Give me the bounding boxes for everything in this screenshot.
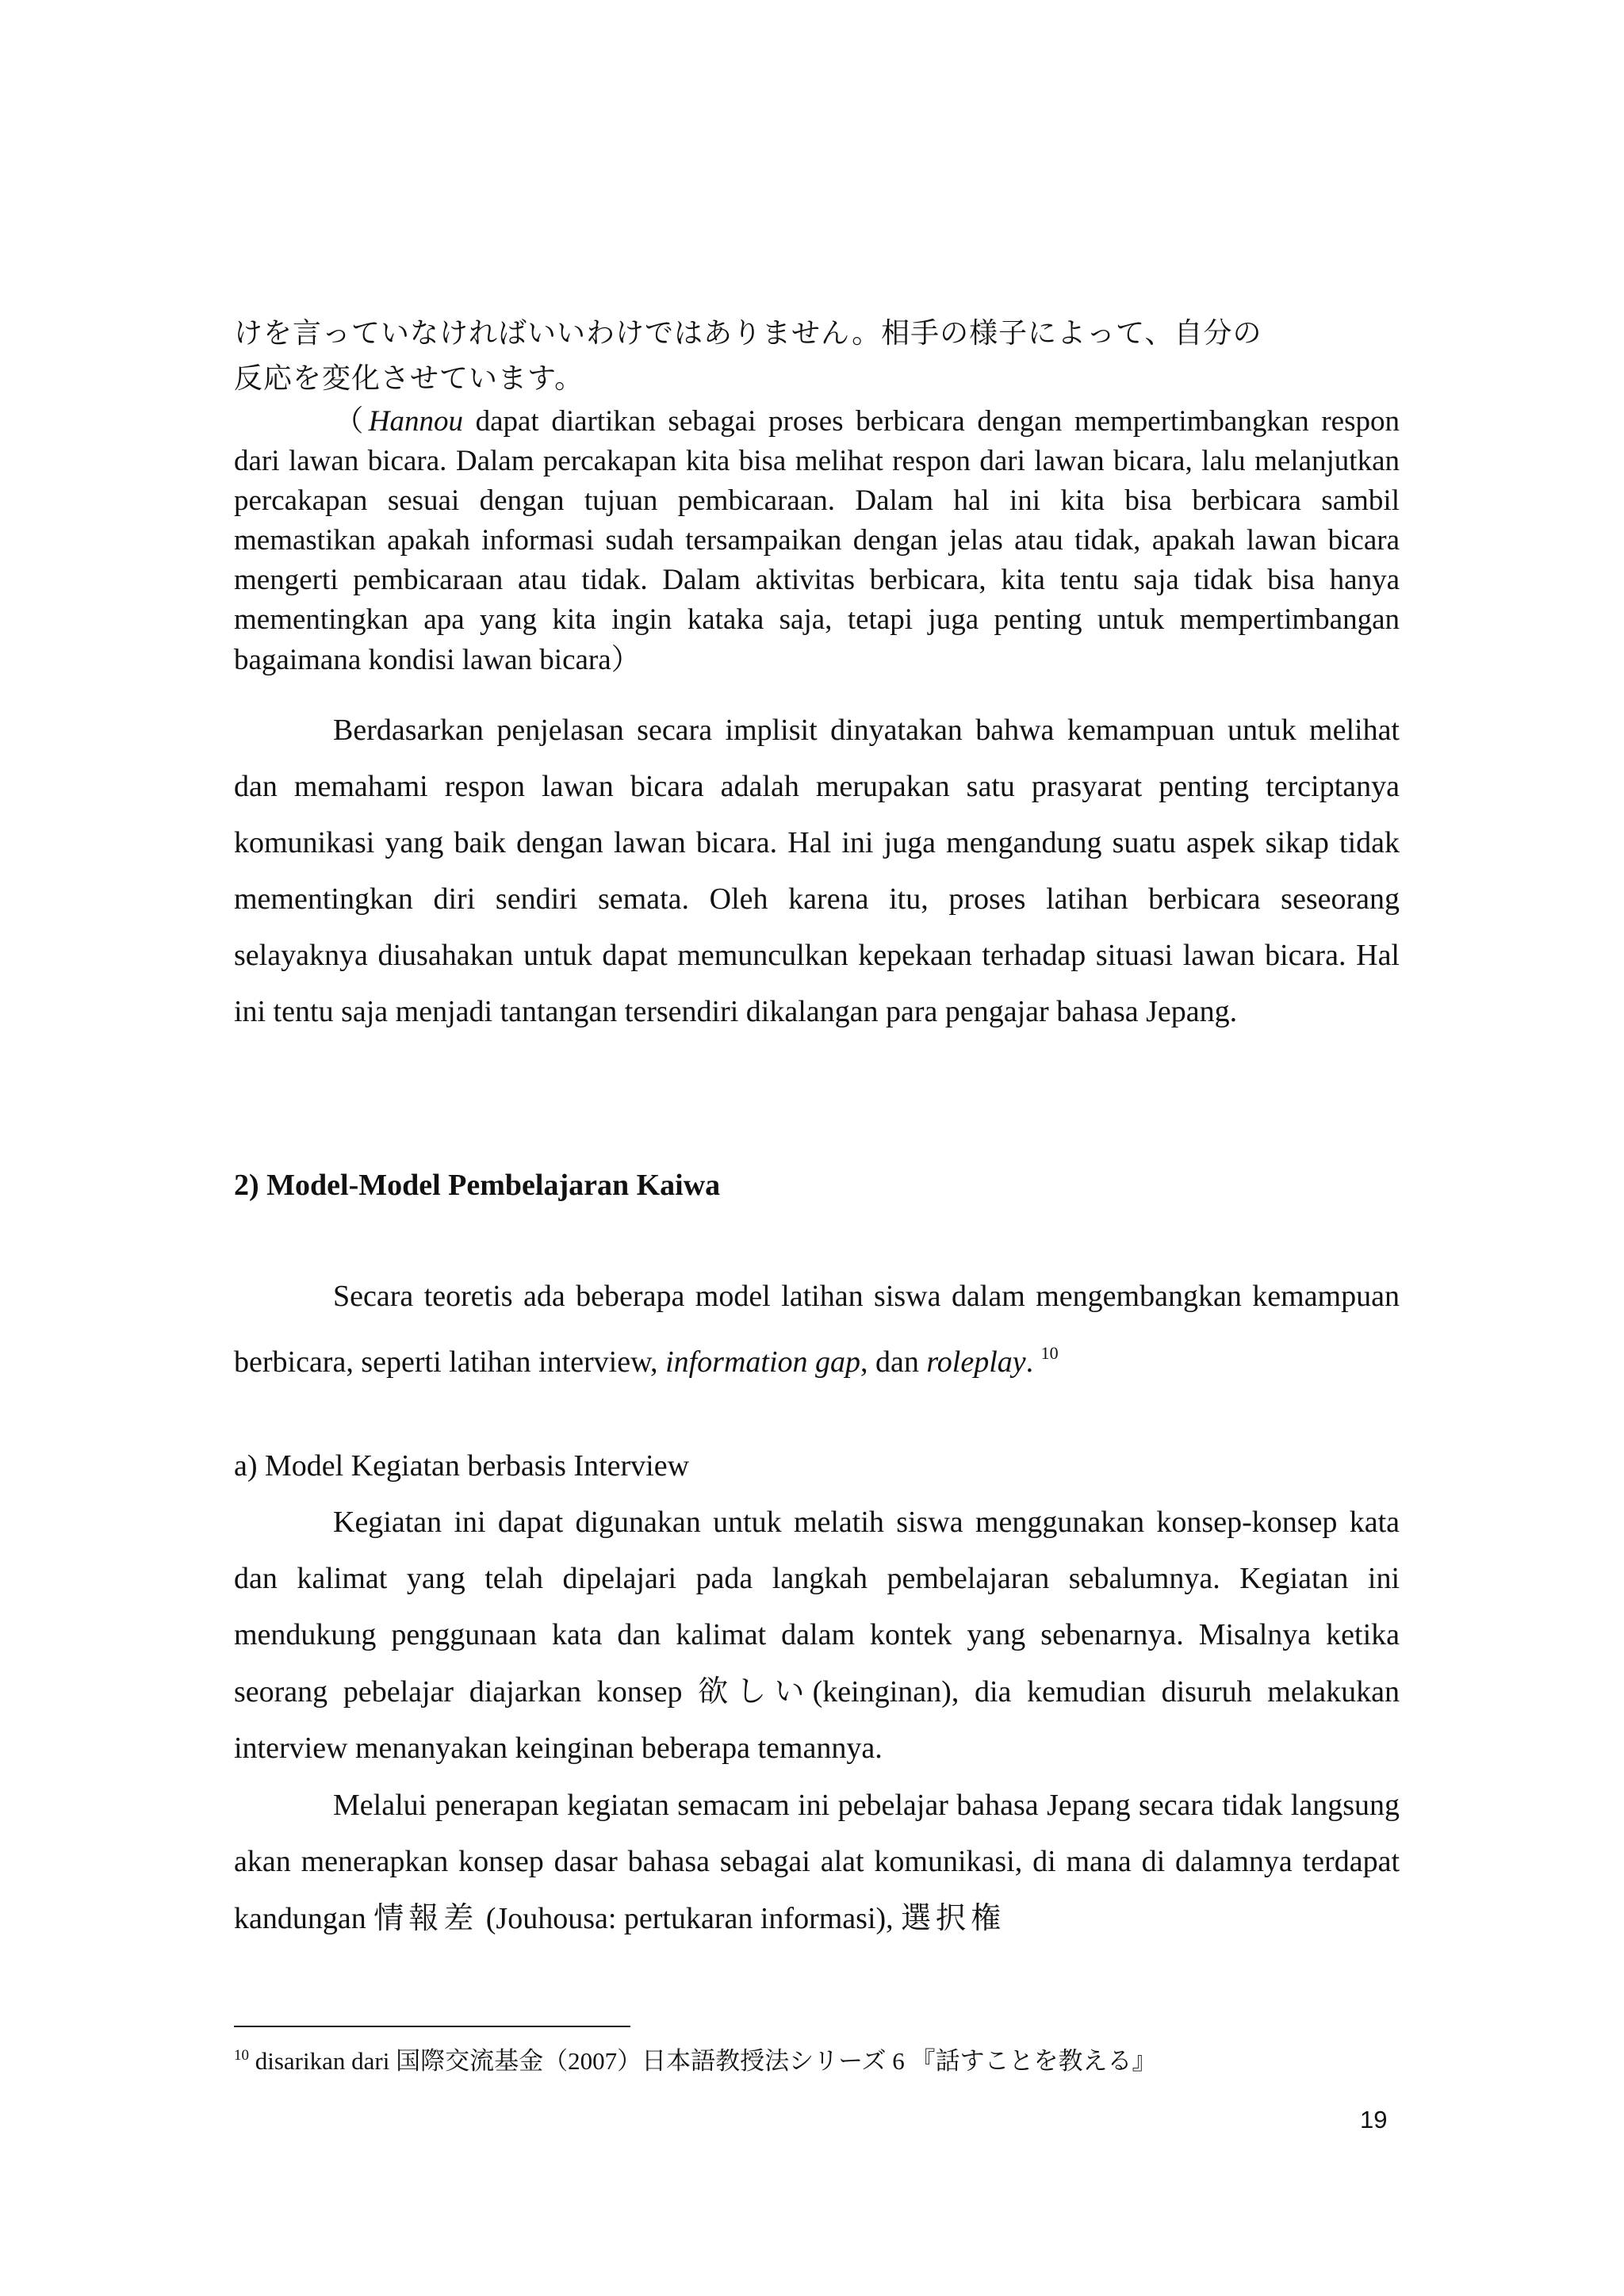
japanese-quote-continuation	[234, 311, 1400, 401]
japanese-line-1: けを言っていなければいいわけではありません。相手の様子によって、自分の	[234, 317, 1262, 350]
paragraph-3-text-b: (keinginan), dia kemudian disuruh melakukan interview menanyakan keinginan beberapa temannya.	[234, 1675, 1400, 1765]
paragraph-4-jp-term-2: 選択権	[901, 1900, 1006, 1935]
paragraph-2-text-c: .	[1025, 1345, 1041, 1379]
quote-translation	[234, 401, 1400, 680]
quote-text: dapat diartikan sebagai proses berbicara dengan mempertimbangkan respon dari lawan bicara. Dalam percakapan kita bisa melihat respon dari lawan bicara, lalu melanjutkan percakapan sesuai dengan tujuan pembicaraan. Dalam hal ini kita bisa berbicara sambil memastikan apakah informasi sudah tersampaikan dengan jelas atau tidak, apakah lawan bicara mengerti pembicaraan atau tidak. Dalam aktivitas berbicara, kita tentu saja tidak bisa hanya mementingkan apa yang kita ingin kataka saja, tetapi juga penting untuk mempertimbangan bagaimana kondisi lawan bicara	[234, 405, 1400, 676]
quote-open-paren: （	[329, 404, 369, 438]
paragraph-1	[234, 702, 1400, 1040]
paragraph-2-text-b: , dan	[860, 1345, 927, 1379]
section-2	[234, 1158, 1400, 1214]
paragraph-2	[234, 1269, 1400, 1391]
paragraph-4	[234, 1777, 1400, 1947]
footnote	[234, 2039, 1400, 2078]
quote-term: Hannou	[368, 405, 463, 438]
subsection-a	[234, 1438, 1400, 1494]
footnote-reference: 10	[1040, 1343, 1059, 1363]
page-number: 19	[1360, 2106, 1388, 2133]
paragraph-2-italic-1: information gap	[665, 1345, 861, 1379]
paragraph-4-text-a: Melalui penerapan kegiatan semacam ini pebelajar bahasa Jepang secara tidak langsung akan menerapkan konsep dasar bahasa sebagai alat komunikasi, di mana di dalamnya terdapat kandungan	[234, 1789, 1400, 1935]
footnote-divider	[234, 2026, 630, 2027]
paragraph-1-text: Berdasarkan penjelasan secara implisit dinyatakan bahwa kemampuan untuk melihat dan memahami respon lawan bicara adalah merupakan satu prasyarat penting terciptanya komunikasi yang baik dengan lawan bicara. Hal ini juga mengandung suatu aspek sikap tidak mementingkan diri sendiri semata. Oleh karena itu, proses latihan berbicara seseorang selayaknya diusahakan untuk dapat memunculkan kepekaan terhadap situasi lawan bicara. Hal ini tentu saja menjadi tantangan tersendiri dikalangan para pengajar bahasa Jepang.	[234, 714, 1400, 1028]
paragraph-4-text-b: (Jouhousa: pertukaran informasi),	[478, 1902, 902, 1935]
paragraph-3	[234, 1494, 1400, 1777]
subsection-heading: a) Model Kegiatan berbasis Interview	[234, 1449, 690, 1483]
paragraph-4-jp-term-1: 情報差	[373, 1900, 479, 1935]
footnote-text: disarikan dari 国際交流基金（2007）日本語教授法シリーズ 6 『話すことを教える』	[249, 2047, 1157, 2075]
japanese-line-2: 反応を変化させています。	[234, 362, 584, 395]
paragraph-3-text-a: Kegiatan ini dapat digunakan untuk melatih siswa menggunakan konsep-konsep kata dan kalimat yang telah dipelajari pada langkah pembelajaran sebalumnya. Kegiatan ini mendukung penggunaan kata dan kalimat dalam kontek yang sebenarnya. Misalnya ketika seorang pebelajar diajarkan konsep	[234, 1506, 1400, 1709]
paragraph-3-jp-term: 欲しい	[698, 1674, 813, 1709]
section-heading: 2) Model-Model Pembelajaran Kaiwa	[234, 1169, 721, 1202]
paragraph-2-text-a: Secara teoretis ada beberapa model latihan siswa dalam mengembangkan kemampuan berbicara, seperti latihan interview,	[234, 1280, 1400, 1379]
quote-close-paren: ）	[611, 642, 641, 676]
paragraph-2-italic-2: roleplay	[926, 1345, 1026, 1379]
footnote-mark: 10	[234, 2047, 249, 2064]
